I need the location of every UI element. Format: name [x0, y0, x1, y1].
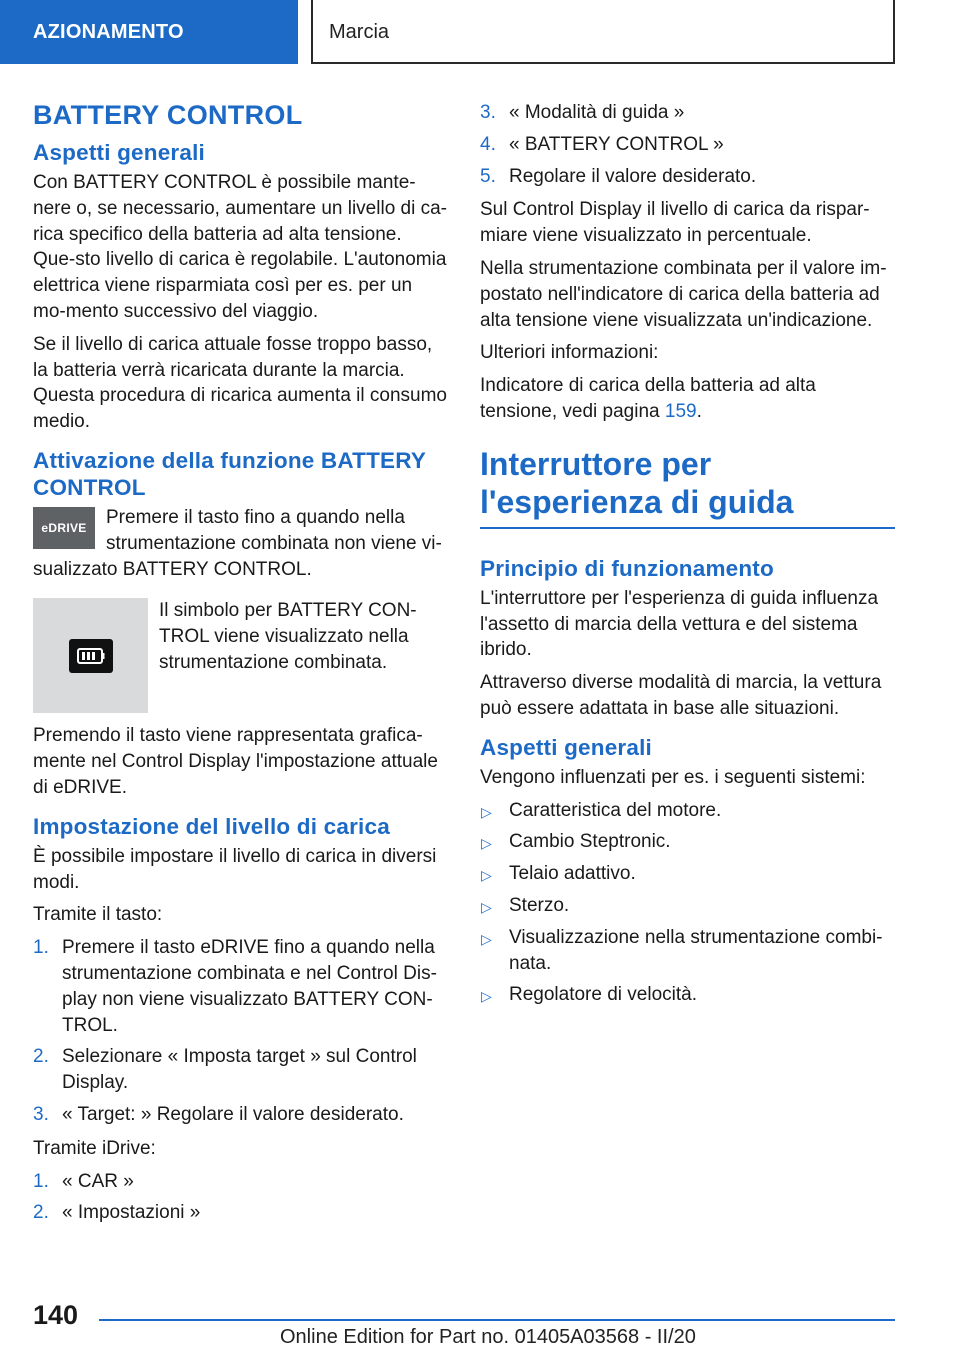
step-text: « Target: » Regolare il valore desiderato.: [62, 1103, 404, 1125]
list-item: [480, 798, 895, 824]
step-number: 1.: [33, 1170, 49, 1192]
list-item: [33, 1169, 447, 1195]
symbol-description: Il simbolo per BATTERY CON-TROL viene visualizzato nella strumentazione combinata.: [159, 600, 417, 673]
principle-paragraph-1: L'interruttore per l'esperienza di guida influenza l'assetto di marcia della vettura e del sistema ibrido.: [480, 587, 879, 661]
edrive-button-row: [33, 505, 447, 582]
activation-heading: Attivazione della funzione BATTERY CONTROL: [33, 447, 426, 500]
left-column: [33, 100, 447, 1234]
switch-title: Interruttore per l'esperienza di guida: [480, 445, 794, 520]
reference-text: Indicatore di carica della batteria ad alta tensione, vedi pagina: [480, 375, 816, 422]
step-text: Premere il tasto eDRIVE fino a quando nella strumentazione combinata e nel Control Dis-play non viene visualizzato BATTERY CON-TROL.: [62, 937, 437, 1036]
title-divider: [480, 527, 895, 529]
battery-control-symbol-image: [33, 598, 148, 713]
via-idrive-label: Tramite iDrive:: [33, 1137, 156, 1159]
triangle-bullet-icon: ▷: [481, 988, 492, 1005]
principle-paragraph-2: Attraverso diverse modalità di marcia, la vettura può essere adattata in base alle situazioni.: [480, 672, 882, 719]
step-number: 1.: [33, 937, 49, 959]
triangle-bullet-icon: ▷: [481, 803, 492, 820]
step-number: 5.: [480, 165, 496, 187]
list-item-text: Regolatore di velocità.: [509, 984, 697, 1006]
step-text: « BATTERY CONTROL »: [509, 133, 724, 155]
battery-control-title: BATTERY CONTROL: [33, 100, 303, 130]
systems-list: [480, 798, 895, 1009]
step-text: « Impostazioni »: [62, 1202, 201, 1224]
principle-heading: Principio di funzionamento: [480, 555, 774, 581]
list-item-text: Cambio Steptronic.: [509, 831, 671, 853]
list-item-text: Telaio adattivo.: [509, 863, 636, 885]
general-heading-right: Aspetti generali: [480, 734, 652, 760]
activation-paragraph-1: Premere il tasto fino a quando nella strumentazione combinata non viene vi-sualizzato BATTERY CONTROL.: [33, 506, 442, 580]
triangle-bullet-icon: ▷: [481, 867, 492, 884]
general-paragraph-2: Se il livello di carica attuale fosse troppo basso, la batteria verrà ricaricata durante la marcia. Questa procedura di ricarica aumenta il consumo medio.: [33, 333, 447, 433]
systems-intro: Vengono influenzati per es. i seguenti sistemi:: [480, 766, 866, 788]
list-item: [33, 1102, 447, 1128]
list-item: [480, 925, 895, 977]
triangle-bullet-icon: ▷: [481, 835, 492, 852]
step-text: Selezionare « Imposta target » sul Control Display.: [62, 1046, 417, 1094]
reference-paragraph: [480, 373, 895, 425]
setting-paragraph-1: È possibile impostare il livello di carica in diversi modi.: [33, 845, 437, 893]
setting-heading: Impostazione del livello di carica: [33, 813, 390, 839]
via-button-label: Tramite il tasto:: [33, 904, 163, 926]
step-text: Regolare il valore desiderato.: [509, 165, 757, 187]
reference-end: .: [696, 400, 702, 422]
right-paragraph-2: Nella strumentazione combinata per il valore im-postato nell'indicatore di carica della batteria ad alta tensione viene visualizzata un'indicazione.: [480, 257, 887, 331]
list-item: [480, 982, 895, 1008]
right-paragraph-1: Sul Control Display il livello di carica da rispar-miare viene visualizzato in percentuale.: [480, 199, 870, 247]
list-item: [33, 1200, 447, 1226]
step-number: 3.: [480, 102, 496, 123]
activation-paragraph-2: Premendo il tasto viene rappresentata grafica-mente nel Control Display l'impostazione attuale di eDRIVE.: [33, 725, 438, 798]
list-item: [480, 132, 895, 158]
list-item-text: Visualizzazione nella strumentazione combi-nata.: [509, 926, 883, 974]
triangle-bullet-icon: ▷: [481, 930, 492, 947]
list-item: [480, 164, 895, 190]
list-item: [480, 100, 895, 126]
step-text: « CAR »: [62, 1170, 134, 1192]
edition-text: Online Edition for Part no. 01405A03568 - II/20: [280, 1326, 696, 1348]
step-text: « Modalità di guida »: [509, 102, 685, 123]
list-item: [480, 829, 895, 855]
step-number: 3.: [33, 1103, 49, 1125]
edrive-button-image: eDRIVE: [33, 507, 95, 549]
more-info-label: Ulteriori informazioni:: [480, 342, 659, 364]
list-item: [33, 935, 447, 1038]
button-steps-list: [33, 935, 447, 1128]
battery-control-symbol-row: [33, 598, 447, 713]
list-item: [480, 893, 895, 919]
page-reference-link[interactable]: 159: [664, 400, 697, 422]
page-number: 140: [33, 1300, 79, 1330]
list-item-text: Caratteristica del motore.: [509, 799, 722, 821]
general-paragraph-1: Con BATTERY CONTROL è possibile mante-nere o, se necessario, aumentare un livello di ca-rica specifico della batteria ad alta tensione. Que-sto livello di carica è regolabile. L'autonomia elettrica viene risparmiata così per es. per un mo-mento successivo del viaggio.: [33, 172, 448, 322]
section-tab: AZIONAMENTO: [0, 0, 298, 64]
general-heading: Aspetti generali: [33, 140, 205, 165]
list-item: [480, 861, 895, 887]
footer-divider: [99, 1319, 895, 1321]
step-number: 2.: [33, 1046, 49, 1068]
idrive-steps-list: [33, 1169, 447, 1227]
list-item: [33, 1044, 447, 1096]
triangle-bullet-icon: ▷: [481, 898, 492, 915]
idrive-steps-continued-list: [480, 100, 895, 189]
right-column: [480, 100, 895, 1014]
step-number: 4.: [480, 133, 496, 155]
step-number: 2.: [33, 1202, 49, 1224]
chapter-title: Marcia: [311, 0, 895, 64]
list-item-text: Sterzo.: [509, 894, 570, 916]
battery-icon: [69, 639, 113, 673]
